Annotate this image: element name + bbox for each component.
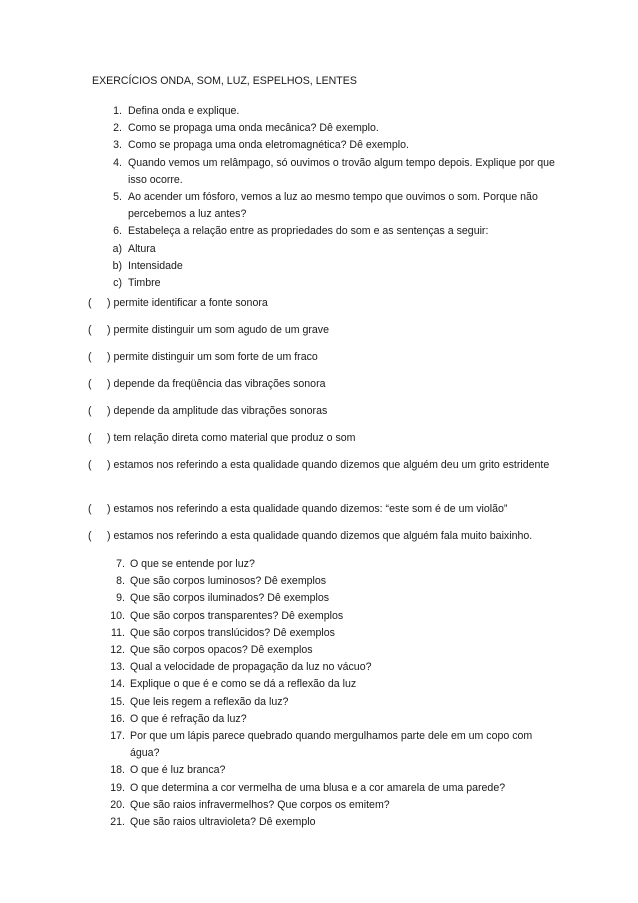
statement-text: ) estamos nos referindo a esta qualidade quando dizemos que alguém fala muito baixinho. xyxy=(107,530,533,542)
list-item xyxy=(92,275,562,292)
item-text: Que são corpos luminosos? Dê exemplos xyxy=(130,575,327,588)
list-item xyxy=(92,625,562,642)
item-text: Qual a velocidade de propagação da luz no vácuo? xyxy=(130,661,372,674)
item-number: 10. xyxy=(110,609,125,622)
list-item xyxy=(92,573,562,590)
item-number: 2. xyxy=(113,122,122,135)
blank-paren: ( xyxy=(88,432,92,444)
list-item xyxy=(92,762,562,779)
statement-text: ) permite distinguir um som forte de um fraco xyxy=(107,351,318,363)
list-item xyxy=(92,103,562,120)
item-text: Por que um lápis parece quebrado quando mergulhamos parte dele em um copo com água? xyxy=(130,730,533,760)
list-item xyxy=(92,241,562,258)
item-text: Quando vemos um relâmpago, só ouvimos o trovão algum tempo depois. Explique por que isso ocorre. xyxy=(128,156,555,186)
item-text: O que determina a cor vermelha de uma blusa e a cor amarela de uma parede? xyxy=(130,781,506,794)
list-item xyxy=(92,711,562,728)
statement-row xyxy=(88,500,558,518)
list-item xyxy=(92,189,562,223)
item-text: Intensidade xyxy=(128,259,183,272)
item-number: 19. xyxy=(110,781,125,794)
statement-row xyxy=(88,294,558,312)
list-item xyxy=(92,642,562,659)
list-item xyxy=(92,223,562,240)
item-number: 9. xyxy=(116,592,125,605)
item-number: 13. xyxy=(110,661,125,674)
statement-text: ) permite distinguir um som agudo de um grave xyxy=(107,324,329,336)
item-number: 1. xyxy=(113,105,122,117)
item-text: Que leis regem a reflexão da luz? xyxy=(130,695,289,708)
item-text: O que é luz branca? xyxy=(130,764,226,777)
item-number: 14. xyxy=(110,678,125,691)
statement-text: ) tem relação direta como material que produz o som xyxy=(107,432,356,444)
list-item xyxy=(92,556,562,573)
item-text: Timbre xyxy=(128,277,161,290)
item-text: Explique o que é e como se dá a reflexão da luz xyxy=(130,678,357,691)
item-letter: c) xyxy=(113,277,122,290)
item-number: 18. xyxy=(110,764,125,777)
item-number: 7. xyxy=(116,558,125,570)
list-item xyxy=(92,659,562,676)
item-text: Que são raios ultravioleta? Dê exemplo xyxy=(130,816,316,829)
item-text: Que são corpos iluminados? Dê exemplos xyxy=(130,592,330,605)
item-text: Estabeleça a relação entre as propriedades do som e as sentenças a seguir: xyxy=(128,225,489,238)
statement-row xyxy=(88,527,558,545)
item-text: Que são raios infravermelhos? Que corpos os emitem? xyxy=(130,798,390,811)
statement-row xyxy=(88,321,558,339)
item-text: O que se entende por luz? xyxy=(130,558,255,570)
list-item xyxy=(92,814,562,831)
list-item xyxy=(92,780,562,797)
question-list-1 xyxy=(92,103,562,292)
item-letter: a) xyxy=(112,242,122,255)
statement-text: ) estamos nos referindo a esta qualidade quando dizemos: “este som é de um violão” xyxy=(107,503,508,515)
item-letter: b) xyxy=(112,259,122,272)
statement-text: ) permite identificar a fonte sonora xyxy=(107,297,268,309)
question-list-2 xyxy=(92,556,562,831)
blank-paren: ( xyxy=(88,503,92,515)
item-number: 11. xyxy=(111,626,125,639)
statement-row xyxy=(88,402,558,420)
list-item xyxy=(92,694,562,711)
item-text: Ao acender um fósforo, vemos a luz ao mesmo tempo que ouvimos o som. Porque não percebemos a luz antes? xyxy=(128,191,538,221)
item-text: Como se propaga uma onda mecânica? Dê exemplo. xyxy=(128,122,379,135)
item-number: 20. xyxy=(110,798,125,811)
item-number: 15. xyxy=(110,695,125,708)
item-number: 6. xyxy=(113,225,122,238)
list-item xyxy=(92,120,562,137)
item-number: 4. xyxy=(113,156,122,169)
blank-paren: ( xyxy=(88,297,92,309)
statement-row xyxy=(88,375,558,393)
item-text: Que são corpos translúcidos? Dê exemplos xyxy=(130,626,335,639)
list-item xyxy=(92,137,562,154)
blank-paren: ( xyxy=(88,405,92,417)
statement-text: ) depende da freqüência das vibrações sonora xyxy=(107,378,326,390)
statement-row xyxy=(88,456,558,474)
list-item xyxy=(92,258,562,275)
item-text: Como se propaga uma onda eletromagnética? Dê exemplo. xyxy=(128,139,409,152)
blank-paren: ( xyxy=(88,378,92,390)
page-title: EXERCÍCIOS ONDA, SOM, LUZ, ESPELHOS, LENTES xyxy=(92,75,357,87)
list-item xyxy=(92,797,562,814)
item-text: Que são corpos transparentes? Dê exemplos xyxy=(130,609,344,622)
item-number: 3. xyxy=(113,139,122,152)
item-text: O que é refração da luz? xyxy=(130,712,247,725)
item-number: 8. xyxy=(116,575,125,588)
item-text: Altura xyxy=(128,242,156,255)
item-number: 16. xyxy=(110,712,125,725)
blank-paren: ( xyxy=(88,459,92,471)
item-number: 21. xyxy=(110,816,125,829)
list-item xyxy=(92,676,562,693)
item-text: Defina onda e explique. xyxy=(128,105,240,117)
item-number: 17. xyxy=(110,730,125,743)
item-number: 12. xyxy=(110,644,125,657)
list-item xyxy=(92,608,562,625)
blank-paren: ( xyxy=(88,351,92,363)
item-text: Que são corpos opacos? Dê exemplos xyxy=(130,644,313,657)
item-number: 5. xyxy=(113,191,122,204)
statement-row xyxy=(88,429,558,447)
list-item xyxy=(92,728,562,762)
statement-text: ) estamos nos referindo a esta qualidade quando dizemos que alguém deu um grito estridente xyxy=(107,459,550,471)
list-item xyxy=(92,155,562,189)
blank-paren: ( xyxy=(88,324,92,336)
statement-row xyxy=(88,348,558,366)
list-item xyxy=(92,590,562,607)
blank-paren: ( xyxy=(88,530,92,542)
statement-text: ) depende da amplitude das vibrações sonoras xyxy=(107,405,328,417)
